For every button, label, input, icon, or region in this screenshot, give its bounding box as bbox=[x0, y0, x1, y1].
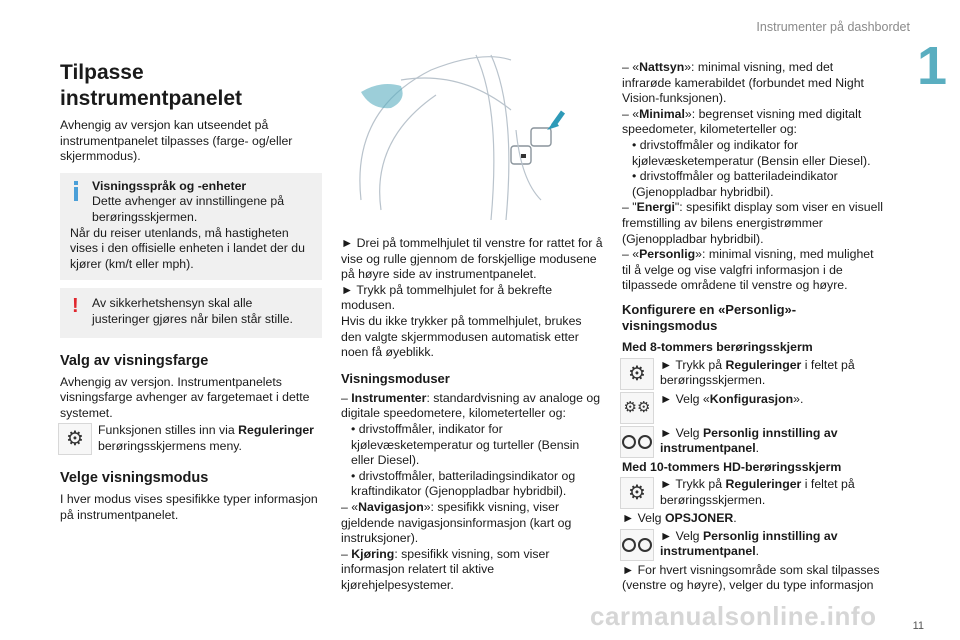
settings-gear-icon: ⚙ bbox=[620, 358, 654, 390]
step-note: Hvis du ikke trykker på tommelhjulet, brukes den valgte skjermmodusen automatisk etter noen få øyeblikk. bbox=[341, 313, 582, 360]
warning-text: Av sikkerhetshensyn skal alle justeringer gjøres når bilen står stille. bbox=[92, 296, 293, 326]
mode-instruments-bullet-1: • drivstoffmåler, indikator for kjølevæsketemperatur og turteller (Bensin eller Diesel). bbox=[351, 421, 580, 468]
watermark: carmanualsonline.info bbox=[590, 601, 877, 631]
heading-config: Konfigurere en «Personlig»-visningsmodus bbox=[622, 301, 797, 333]
mode-minimal-bullet-1: • drivstoffmåler og indikator for kjølevæsketemperatur (Bensin eller Diesel). bbox=[632, 137, 871, 168]
mode-instruments-bullet-2: • drivstoffmåler, batteriladingsindikator og kraftindikator (Gjenoppladbar hybridbil). bbox=[351, 468, 576, 499]
heading-mode: Velge visningsmodus bbox=[60, 470, 209, 487]
mode-minimal: – «Minimal»: begrenset visning med digitalt speedometer, kilometerteller og: bbox=[622, 106, 862, 137]
step-10-4: ► For hvert visningsområde som skal tilpasses (venstre og høyre), velger du type informasjon bbox=[622, 562, 880, 593]
intro-text: Avhengig av versjon kan utseendet på instrumentpanelet tilpasses (farge- og/eller skjermmodus). bbox=[60, 118, 293, 164]
chapter-number: 1 bbox=[916, 36, 948, 96]
mode-personal: – «Personlig»: minimal visning, med mulighet til å velge og vise valgfri informasjon i de tilpassede områdene til venstre og høyre. bbox=[622, 247, 874, 293]
heading-8-inch: Med 8-tommers berøringsskjerm bbox=[622, 339, 813, 354]
steering-wheel-illustration bbox=[341, 50, 603, 230]
heading-modes: Visningsmoduser bbox=[341, 370, 450, 386]
mode-night: – «Nattsyn»: minimal visning, med det infrarøde kamerabildet (forbundet med Night Vision-funksjonen). bbox=[622, 60, 864, 106]
settings-gear-icon: ⚙ bbox=[58, 423, 92, 455]
info-text-1: Dette avhenger av innstillingene på berøringsskjermen. bbox=[92, 194, 285, 224]
page-header: Instrumenter på dashbordet bbox=[756, 20, 910, 34]
step-10-2: ► Velg OPSJONER. bbox=[622, 511, 737, 526]
mode-instruments: – Instrumenter: standardvisning av analoge og digitale speedometere, kilometerteller og: bbox=[341, 390, 601, 421]
color-text: Avhengig av versjon. Instrumentpanelets visningsfarge avhenger av fargetemaet i dette systemet. bbox=[60, 374, 310, 420]
info-text-2: Når du reiser utenlands, må hastigheten vises i den offisielle enheten i landet der du kjører (km/t eller mph). bbox=[70, 225, 305, 271]
warning-box bbox=[60, 288, 322, 337]
warning-icon: ! bbox=[72, 295, 79, 318]
mode-energy: – "Energi": spesifikt display som viser en visuell fremstilling av bilens energistrømmer (Gjenoppladbar hybridbil). bbox=[622, 200, 883, 246]
info-icon bbox=[72, 181, 80, 201]
color-icon-bold: Reguleringer bbox=[238, 423, 314, 438]
mode-text: I hver modus vises spesifikke typer informasjon på instrumentpanelet. bbox=[60, 492, 318, 522]
page-number: 11 bbox=[912, 620, 924, 632]
heading-10-inch: Med 10-tommers HD-berøringsskjerm bbox=[622, 459, 842, 474]
color-icon-text: Funksjonen stilles inn via bbox=[98, 423, 239, 438]
column-2 bbox=[341, 236, 603, 593]
section-title: Tilpasse instrumentpanelet bbox=[60, 61, 243, 110]
step-10-1: ► Trykk på Reguleringer i feltet på berøringsskjermen. bbox=[660, 477, 855, 507]
mode-minimal-bullet-2: • drivstoffmåler og batteriladeindikator (Gjenoppladbar hybridbil). bbox=[632, 169, 838, 199]
step-8-3: ► Velg Personlig innstilling av instrumentpanel. bbox=[660, 425, 838, 456]
step-10-3: ► Velg Personlig innstilling av instrumentpanel. bbox=[660, 528, 838, 559]
configuration-gears-icon: ⚙⚙ bbox=[620, 392, 654, 424]
info-box bbox=[60, 173, 322, 281]
column-1 bbox=[60, 60, 322, 524]
mode-driving: – Kjøring: spesifikk visning, som viser informasjon relatert til aktive kjørehjelpesystemer. bbox=[341, 546, 550, 592]
info-title: Visningsspråk og -enheter bbox=[92, 178, 247, 193]
instrument-panel-icon bbox=[620, 426, 654, 458]
step-8-2: ► Velg «Konfigurasjon». bbox=[660, 391, 804, 406]
heading-color: Valg av visningsfarge bbox=[60, 352, 209, 369]
step-1: ► Drei på tommelhjulet til venstre for rattet for å vise og rulle gjennom de forskjellige modusene på høyre side av instrumentpanelet. bbox=[341, 236, 603, 282]
column-3 bbox=[622, 60, 884, 594]
color-icon-post: berøringsskjermens meny. bbox=[98, 438, 242, 453]
step-8-1: ► Trykk på Reguleringer i feltet på berøringsskjermen. bbox=[660, 357, 855, 388]
step-2: ► Trykk på tommelhjulet for å bekrefte modusen. bbox=[341, 282, 553, 313]
instrument-panel-icon bbox=[620, 529, 654, 561]
mode-navigation: – «Navigasjon»: spesifikk visning, viser gjeldende navigasjonsinformasjon (kart og instruksjoner). bbox=[341, 499, 572, 546]
settings-gear-icon: ⚙ bbox=[620, 477, 654, 509]
